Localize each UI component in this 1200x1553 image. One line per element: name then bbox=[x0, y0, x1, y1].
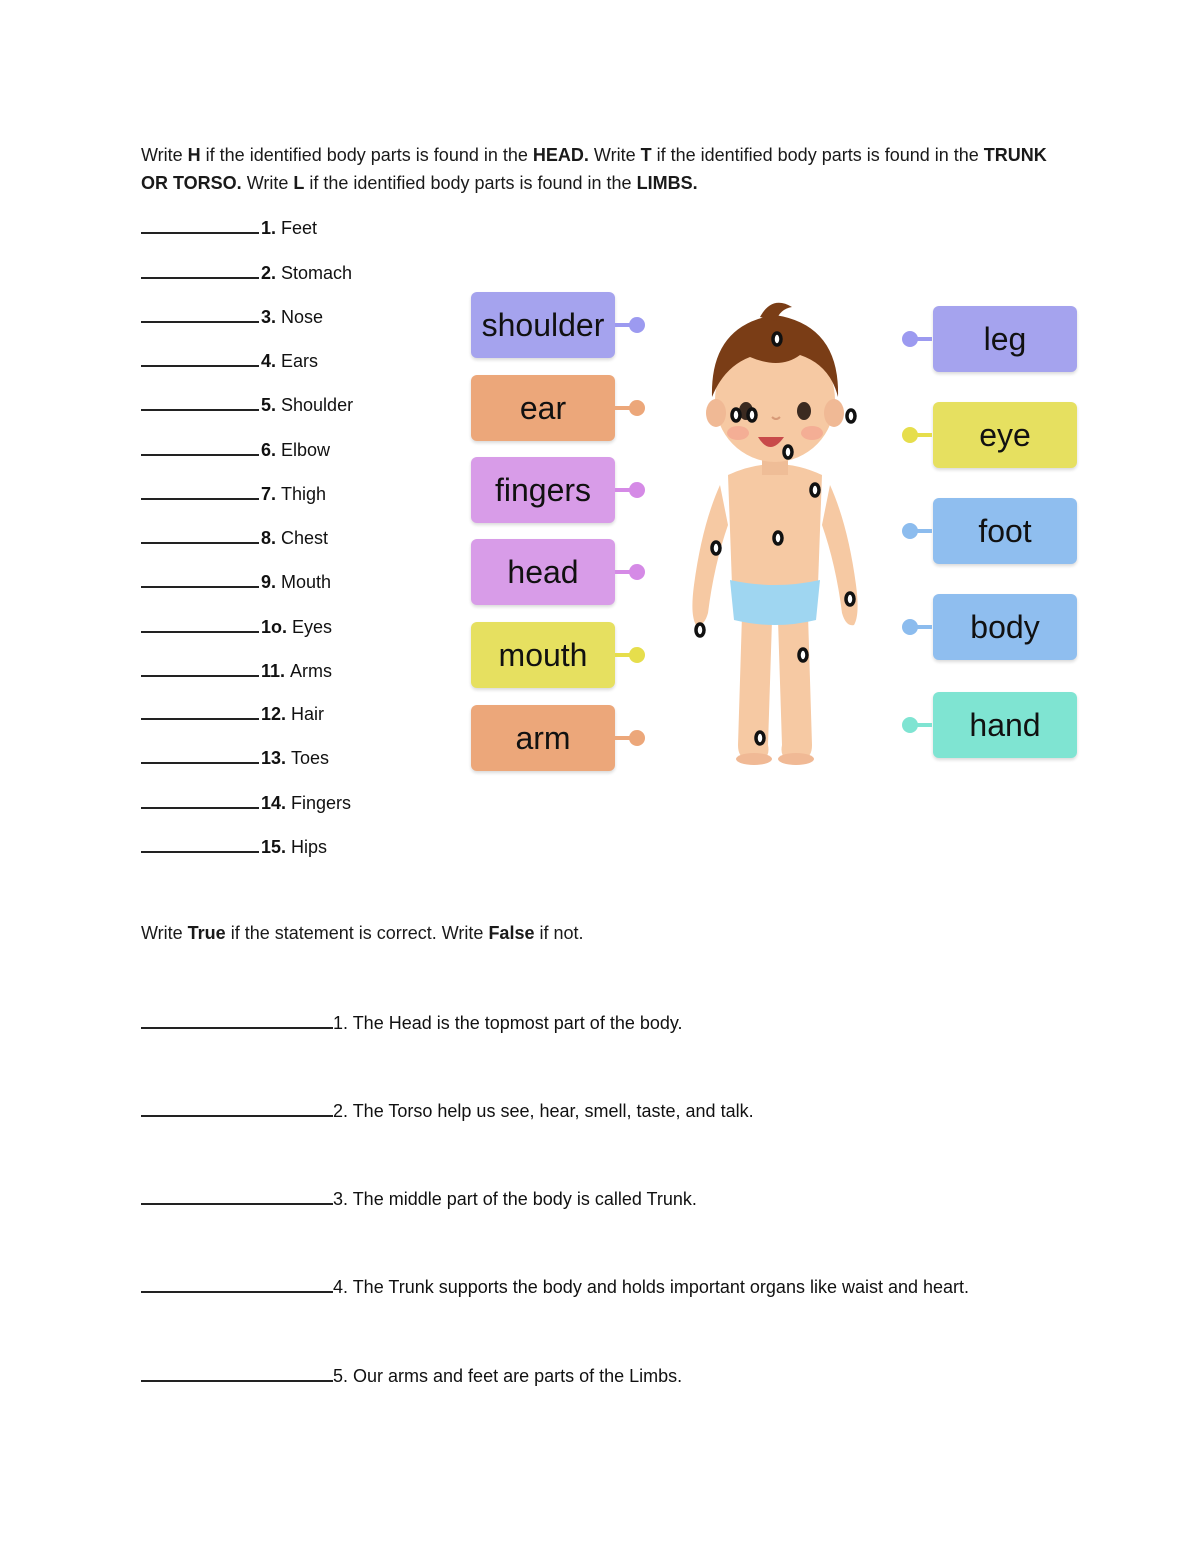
list-item: 6. Elbow bbox=[141, 438, 330, 462]
answer-blank[interactable] bbox=[141, 1189, 333, 1205]
answer-blank[interactable] bbox=[141, 748, 259, 764]
label-hand: hand bbox=[933, 692, 1077, 758]
list-item: 4. Ears bbox=[141, 349, 318, 373]
answer-blank[interactable] bbox=[141, 218, 259, 234]
answer-blank[interactable] bbox=[141, 1101, 333, 1117]
connector-knob bbox=[615, 400, 645, 416]
answer-blank[interactable] bbox=[141, 528, 259, 544]
list-item: 3. Nose bbox=[141, 305, 323, 329]
connector-knob bbox=[902, 717, 932, 733]
label-mouth: mouth bbox=[471, 622, 615, 688]
statement-item: 5. Our arms and feet are parts of the Limbs. bbox=[141, 1364, 682, 1388]
answer-blank[interactable] bbox=[141, 1277, 333, 1293]
label-foot: foot bbox=[933, 498, 1077, 564]
answer-blank[interactable] bbox=[141, 572, 259, 588]
answer-blank[interactable] bbox=[141, 793, 259, 809]
answer-blank[interactable] bbox=[141, 440, 259, 456]
child-illustration bbox=[680, 285, 870, 785]
label-ear: ear bbox=[471, 375, 615, 441]
answer-blank[interactable] bbox=[141, 395, 259, 411]
label-fingers: fingers bbox=[471, 457, 615, 523]
connector-knob bbox=[902, 427, 932, 443]
connector-knob bbox=[615, 317, 645, 333]
answer-blank[interactable] bbox=[141, 351, 259, 367]
label-arm: arm bbox=[471, 705, 615, 771]
list-item: 2. Stomach bbox=[141, 261, 352, 285]
list-item: 5. Shoulder bbox=[141, 393, 353, 417]
connector-knob bbox=[615, 647, 645, 663]
answer-blank[interactable] bbox=[141, 837, 259, 853]
section2-instruction: Write True if the statement is correct. Write False if not. bbox=[141, 923, 584, 943]
label-head: head bbox=[471, 539, 615, 605]
statement-item: 4. The Trunk supports the body and holds important organs like waist and heart. bbox=[141, 1275, 969, 1299]
connector-knob bbox=[615, 564, 645, 580]
list-item: 9. Mouth bbox=[141, 570, 331, 594]
label-shoulder: shoulder bbox=[471, 292, 615, 358]
list-item: 8. Chest bbox=[141, 526, 328, 550]
list-item: 1. Feet bbox=[141, 216, 317, 240]
list-item: 1o. Eyes bbox=[141, 615, 332, 639]
connector-knob bbox=[902, 619, 932, 635]
answer-blank[interactable] bbox=[141, 484, 259, 500]
label-body: body bbox=[933, 594, 1077, 660]
answer-blank[interactable] bbox=[141, 704, 259, 720]
answer-blank[interactable] bbox=[141, 617, 259, 633]
label-eye: eye bbox=[933, 402, 1077, 468]
connector-knob bbox=[902, 523, 932, 539]
connector-knob bbox=[615, 482, 645, 498]
statement-item: 3. The middle part of the body is called Trunk. bbox=[141, 1187, 697, 1211]
answer-blank[interactable] bbox=[141, 1366, 333, 1382]
list-item: 11. Arms bbox=[141, 659, 332, 683]
answer-blank[interactable] bbox=[141, 661, 259, 677]
statement-item: 1. The Head is the topmost part of the body. bbox=[141, 1011, 683, 1035]
list-item: 12. Hair bbox=[141, 702, 324, 726]
list-item: 14. Fingers bbox=[141, 791, 351, 815]
answer-blank[interactable] bbox=[141, 307, 259, 323]
list-item: 7. Thigh bbox=[141, 482, 326, 506]
answer-blank[interactable] bbox=[141, 263, 259, 279]
statement-item: 2. The Torso help us see, hear, smell, taste, and talk. bbox=[141, 1099, 754, 1123]
list-item: 15. Hips bbox=[141, 835, 327, 859]
connector-knob bbox=[902, 331, 932, 347]
connector-knob bbox=[615, 730, 645, 746]
section1-instruction: Write H if the identified body parts is found in the HEAD. Write T if the identified body parts is found in the TRUNK OR TORSO. Write L if the identified body parts is found in the LIMBS. bbox=[141, 145, 1047, 193]
answer-blank[interactable] bbox=[141, 1013, 333, 1029]
label-leg: leg bbox=[933, 306, 1077, 372]
body-parts-figure bbox=[460, 285, 1090, 785]
list-item: 13. Toes bbox=[141, 746, 329, 770]
